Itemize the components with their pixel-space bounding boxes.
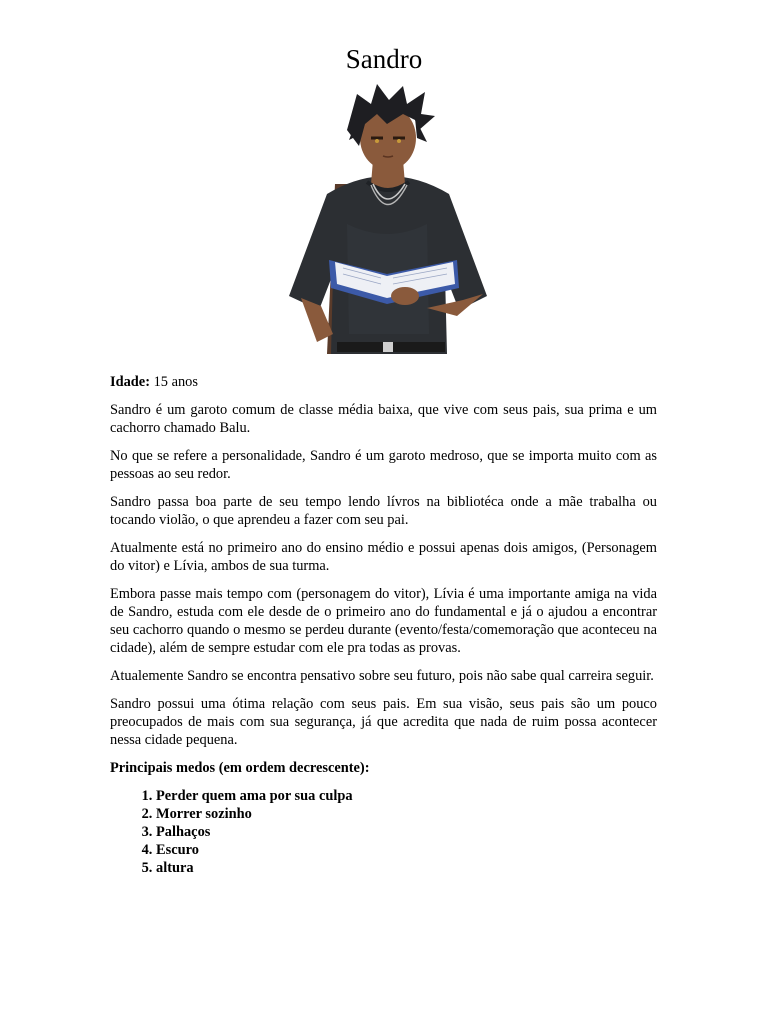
list-item: 3. Palhaços [156, 823, 657, 841]
list-item: 1. Perder quem ama por sua culpa [156, 787, 657, 805]
character-portrait [287, 84, 489, 364]
age-line [110, 373, 657, 391]
paragraph-livia: Embora passe mais tempo com (personagem do vitor), Lívia é uma importante amiga na vida de Sandro, estuda com ele desde de o primeiro ano do fundamental e já o ajudou a encontrar seu cachorro quando o mesmo se perdeu durante (evento/festa/comemoração que aconteceu na cidade), além de sempre estudar com ele pra todas as provas. [110, 586, 657, 656]
list-item: 4. Escuro [156, 841, 657, 859]
list-item: 5. altura [156, 859, 657, 877]
age-label: Idade: [110, 374, 150, 390]
document-body [110, 373, 657, 877]
paragraph-future: Atualemente Sandro se encontra pensativo sobre seu futuro, pois não sabe qual carreira seguir. [110, 668, 654, 684]
document-title: Sandro [345, 44, 423, 74]
age-value: 15 anos [153, 374, 198, 390]
paragraph-hobbies: Sandro passa boa parte de seu tempo lendo lívros na bibliotéca onde a mãe trabalha ou tocando violão, o que aprendeu a fazer com seu pai. [110, 494, 657, 528]
paragraph-parents: Sandro possui uma ótima relação com seus pais. Em sua visão, seus pais são um pouco preocupados de mais com sua segurança, já que acredita que nada de ruim possa acontecer nessa cidade pequena. [110, 696, 657, 748]
fears-heading: Principais medos (em ordem decrescente): [110, 760, 370, 776]
paragraph-family: Sandro é um garoto comum de classe média baixa, que vive com seus pais, sua prima e um cachorro chamado Balu. [110, 402, 657, 436]
paragraph-school: Atualmente está no primeiro ano do ensino médio e possui apenas dois amigos, (Personagem do vitor) e Lívia, ambos de sua turma. [110, 540, 657, 574]
paragraph-personality: No que se refere a personalidade, Sandro é um garoto medroso, que se importa muito com as pessoas ao seu redor. [110, 448, 657, 482]
list-item: 2. Morrer sozinho [156, 805, 657, 823]
fears-list [110, 787, 657, 877]
